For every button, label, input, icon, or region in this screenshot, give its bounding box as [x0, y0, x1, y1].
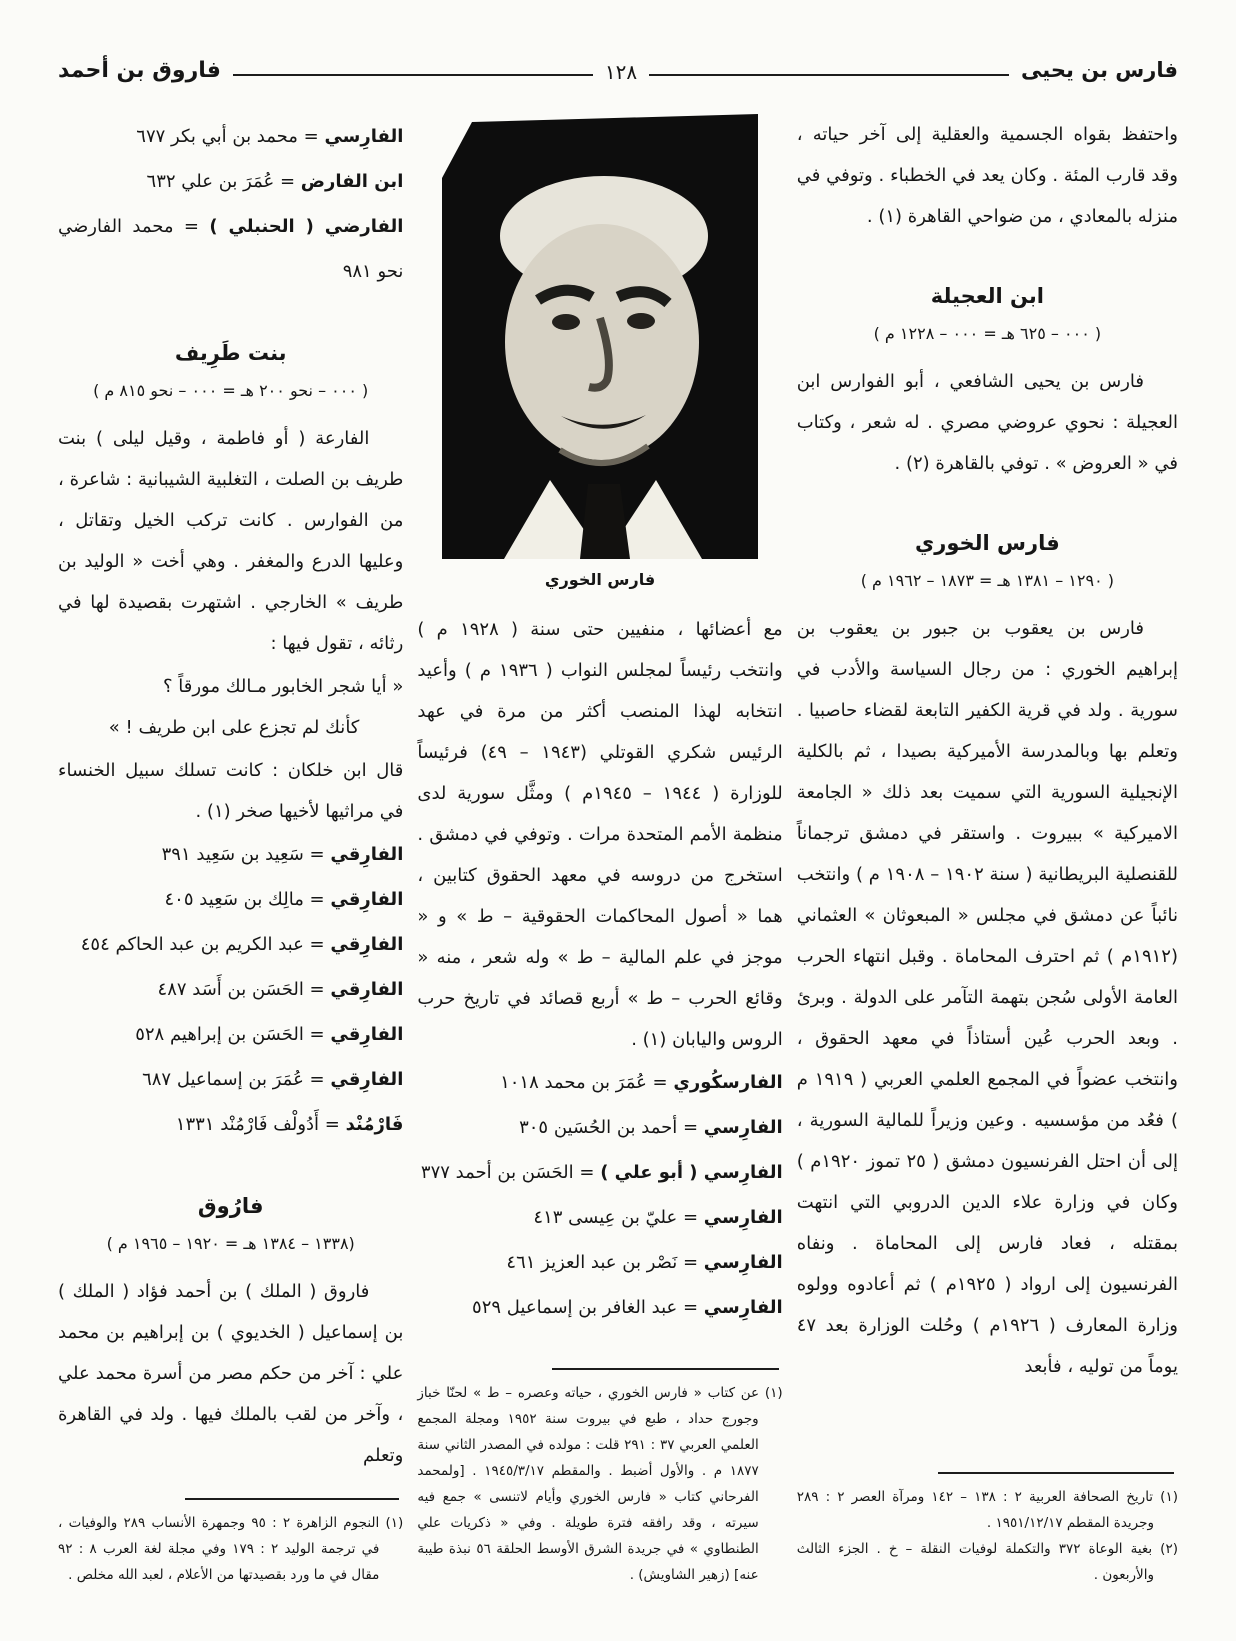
entry-lead: الفارِسي ( أبو علي ): [600, 1162, 783, 1183]
dictionary-entry: [58, 922, 403, 967]
entry-lead: الفارِسي: [703, 1117, 783, 1138]
entry-rest: = محمد الفارضي نحو ٩٨١: [58, 216, 404, 282]
right-eye: [627, 313, 655, 329]
section-heading: بنت طَرِيف: [174, 341, 287, 365]
portrait-figure: [442, 114, 758, 609]
entry-rest: = عبد الكريم بن عبد الحاكم ٤٥٤: [80, 934, 331, 955]
entry-lead: الفارِقي: [330, 1069, 404, 1090]
header-right-title: فارس بن يحيى: [1021, 58, 1178, 82]
dates-line: ( ٠٠٠ – ٦٢٥ هـ = ٠٠٠ – ١٢٢٨ م ): [873, 324, 1102, 343]
header-rule-left: [233, 74, 593, 76]
entry-rest: = مالِك بن سَعِيد ٤٠٥: [164, 889, 331, 910]
dictionary-entry: [417, 1060, 782, 1105]
dates-line: ( ١٢٩٠ – ١٣٨١ هـ = ١٨٧٣ – ١٩٦٢ م ): [860, 571, 1114, 590]
dictionary-entry: [58, 877, 403, 922]
entry-lead: الفارِقي: [330, 979, 404, 1000]
dictionary-entry: [417, 1150, 782, 1195]
dictionary-entry: [417, 1105, 782, 1150]
verse-line: « أيا شجر الخابور مـالك مورقاً ؟: [162, 676, 404, 697]
dictionary-entry: [58, 159, 403, 204]
page-header: [58, 40, 1178, 100]
dictionary-entry: [417, 1285, 782, 1330]
dictionary-entry: [58, 1057, 403, 1102]
dates-line: (١٣٣٨ – ١٣٨٤ هـ = ١٩٢٠ – ١٩٦٥ م ): [106, 1234, 355, 1253]
dictionary-entry: [58, 114, 403, 159]
dictionary-entry: [58, 832, 403, 877]
verse: [58, 666, 403, 748]
portrait-photo: [442, 114, 758, 559]
footnote: (٢) بغية الوعاة ٣٧٢ والتكملة لوفيات النقلة – خ . الجزء الثالث والأربعون .: [796, 1541, 1178, 1583]
entry-rest: = أَدُولْف فَارْمُنْد ١٣٣١: [175, 1114, 346, 1135]
footnote-separator: [185, 1498, 399, 1500]
dates-line: ( ٠٠٠ – نحو ٢٠٠ هـ = ٠٠٠ – نحو ٨١٥ م ): [93, 381, 369, 400]
left-eye: [552, 314, 580, 330]
paragraph: فاروق ( الملك ) بن أحمد فؤاد ( الملك ) بن إسماعيل ( الخديوي ) بن إبراهيم بن محمد علي : آخر من حكم مصر من أسرة محمد علي ، وآخر من لقب بالملك فيها . ولد في القاهرة وتعلم: [58, 1281, 404, 1466]
dictionary-entry: [58, 1102, 403, 1147]
entry-lead: الفارِقي: [330, 844, 404, 865]
entry-rest: = أحمد بن الحُسَين ٣٠٥: [519, 1117, 704, 1138]
section-heading: فارُوق: [197, 1194, 264, 1218]
footnote: (١) عن كتاب « فارس الخوري ، حياته وعصره – ط » لحنّا خباز وجورج حداد ، طبع في بيروت سنة ١٩٥٢ ومجلة المجمع العلمي العربي ٣٧ : ٢٩١ قلت : مولده في المصدر الثاني سنة ١٨٧٧ م . والأول أضبط . والمقطم ١٩٤٥/٣/١٧ . [ولمحمد الفرحاني كتاب « فارس الخوري وأيام لاتنسى » جمع فيه سيرته ، وقد رافقه فترة طويلة . وفي « ذكريات علي الطنطاوي » في جريدة الشرق الأوسط الحلقة ٥٦ نبذة طيبة عنه] (زهير الشاويش) .: [417, 1385, 783, 1583]
entry-lead: فَارْمُنْد: [345, 1114, 404, 1135]
entry-rest: = سَعِيد بن سَعِيد ٣٩١: [161, 844, 331, 865]
footnote: (١) النجوم الزاهرة ٢ : ٩٥ وجمهرة الأنساب ٢٨٩ والوفيات ، في ترجمة الوليد ٢ : ١٧٩ وفي مجلة لغة العرب ٨ : ٩٢ مقال في ما ورد بقصيدتها من الأعلام ، لعبد الله مخلص .: [58, 1515, 404, 1583]
dictionary-entry: [417, 1195, 782, 1240]
paragraph: فارس بن يحيى الشافعي ، أبو الفوارس ابن العجيلة : نحوي عروضي مصري . له شعر ، وكتاب في « العروض » . توفي بالقاهرة (٢) .: [796, 371, 1178, 474]
page-number: ١٢٨: [604, 60, 638, 84]
entry-rest: = نَصْر بن عبد العزيز ٤٦١: [506, 1252, 704, 1273]
entry-rest: = الحَسَن بن أحمد ٣٧٧: [420, 1162, 601, 1183]
entry-lead: الفارضي ( الحنبلي ): [209, 216, 404, 237]
entry-rest: = الحَسَن بن أَسَد ٤٨٧: [157, 979, 331, 1000]
header-left-title: فاروق بن أحمد: [58, 57, 221, 83]
entry-lead: الفارِسي: [324, 126, 404, 147]
paragraph: فارس بن يعقوب بن جبور بن يعقوب بن إبراهيم الخوري : من رجال السياسة والأدب في سورية . ولد في قرية الكفير التابعة لقضاء حاصبيا . وتعلم بها وبالمدرسة الأميركية بصيدا ، ثم بالكلية الإنجيلية السورية التي سميت بعد ذلك « الجامعة الاميركية » ببيروت . واستقر في دمشق ترجماناً للقنصلية البريطانية ( سنة ١٩٠٢ – ١٩٠٨ م ) وانتخب نائباً عن دمشق في مجلس « المبعوثان » العثماني (١٩١٢م ) ثم احترف المحاماة . وقبل انتهاء الحرب العامة الأولى سُجن بتهمة التآمر على الدولة . وبرئ . وبعد الحرب عُين أستاذاً في معهد الحقوق ، وانتخب عضواً في المجمع العلمي العربي ( ١٩١٩ م ) فعُد من مؤسسيه . وعين وزيراً للمالية السورية ، إلى أن احتل الفرنسيون دمشق ( ٢٥ تموز ١٩٢٠م ) وكان في وزارة علاء الدين الدروبي التي انتهت بمقتله ، فعاد فارس إلى المحاماة . ونفاه الفرنسيون إلى ارواد ( ١٩٢٥م ) ثم أعادوه وولوه وزارة المعارف ( ١٩٢٦م ) وحُلت الوزارة بعد ٤٧ يوماً من توليه ، فأبعد: [796, 618, 1179, 1377]
entry-rest: = عليّ بن عِيسى ٤١٣: [533, 1207, 704, 1228]
entry-lead: الفارِقي: [330, 1024, 404, 1045]
text-columns: [58, 114, 1178, 1614]
entry-lead: الفارِسي: [703, 1252, 783, 1273]
entry-rest: = عُمَرَ بن محمد ١٠١٨: [500, 1072, 674, 1093]
verse-line: كأنك لم تجزع على ابن طريف ! »: [108, 717, 360, 738]
column-middle: [417, 114, 782, 1614]
footnotes: [797, 1472, 1178, 1614]
paragraph: الفارعة ( أو فاطمة ، وقيل ليلى ) بنت طريف بن الصلت ، التغلبية الشيبانية : شاعرة ، من الفوارس . كانت تركب الخيل وتقاتل ، وعليها الدرع والمغفر . وهي أخت « الوليد بن طريف » الخارجي . اشتهرت بقصيدة لها في رثائه ، تقول فيها :: [58, 428, 404, 654]
footnote-separator: [938, 1472, 1174, 1474]
footnote-separator: [552, 1368, 779, 1370]
footnotes: [417, 1368, 782, 1614]
entry-lead: الفارسكُوري: [673, 1072, 783, 1093]
paragraph: واحتفظ بقواه الجسمية والعقلية إلى آخر حياته ، وقد قارب المئة . وكان يعد في الخطباء . وتوفي في منزله بالمعادي ، من ضواحي القاهرة (١) .: [796, 124, 1178, 227]
entry-rest: = عُمَرَ بن علي ٦٣٢: [146, 171, 301, 192]
photo-caption: فارس الخوري: [544, 570, 656, 589]
face: [505, 224, 699, 460]
entry-rest: = عبد الغافر بن إسماعيل ٥٢٩: [472, 1297, 704, 1318]
entry-lead: الفارِقي: [330, 934, 404, 955]
entry-lead: ابن الفارض: [300, 171, 404, 192]
footnotes: [58, 1498, 403, 1614]
paragraph: مع أعضائها ، منفيين حتى سنة ( ١٩٢٨ م ) وانتخب رئيساً لمجلس النواب ( ١٩٣٦ م ) وأعيد انتخابه لهذا المنصب أكثر من مرة في عهد الرئيس شكري القوتلي (١٩٤٣ – ٤٩) فرئيساً للوزارة ( ١٩٤٤ – ١٩٤٥م ) ومثَّل سورية لدى منظمة الأمم المتحدة مرات . وتوفي في دمشق . استخرج من دروسه في معهد الحقوق كتابين ، هما « أصول المحاكمات الحقوقية – ط » و « موجز في علم المالية – ط » وله شعر ، منه « وقائع الحرب – ط » أربع قصائد في تاريخ حرب الروس واليابان (١) .: [417, 619, 783, 1050]
dictionary-entry: [417, 1240, 782, 1285]
header-rule-right: [649, 74, 1009, 76]
dictionary-entry: [58, 204, 403, 294]
column-right: [797, 114, 1178, 1614]
entry-rest: = محمد بن أبي بكر ٦٧٧: [136, 126, 325, 147]
paragraph: قال ابن خلكان : كانت تسلك سبيل الخنساء في مراثيها لأخيها صخر (١) .: [58, 760, 404, 822]
footnote: (١) تاريخ الصحافة العربية ٢ : ١٣٨ – ١٤٢ ومرآة العصر ٢ : ٢٨٩ وجريدة المقطم ١٩٥١/١٢/١٧ .: [796, 1489, 1178, 1531]
entry-rest: = الحَسَن بن إبراهيم ٥٢٨: [135, 1024, 331, 1045]
section-heading: فارس الخوري: [914, 531, 1060, 555]
entry-lead: الفارِسي: [703, 1297, 783, 1318]
section-heading: ابن العجيلة: [930, 284, 1044, 308]
dictionary-entry: [58, 967, 403, 1012]
entry-lead: الفارِسي: [703, 1207, 783, 1228]
entry-lead: الفارِقي: [330, 889, 404, 910]
entry-rest: = عُمَرَ بن إسماعيل ٦٨٧: [142, 1069, 331, 1090]
column-left: [58, 114, 403, 1614]
dictionary-entry: [58, 1012, 403, 1057]
